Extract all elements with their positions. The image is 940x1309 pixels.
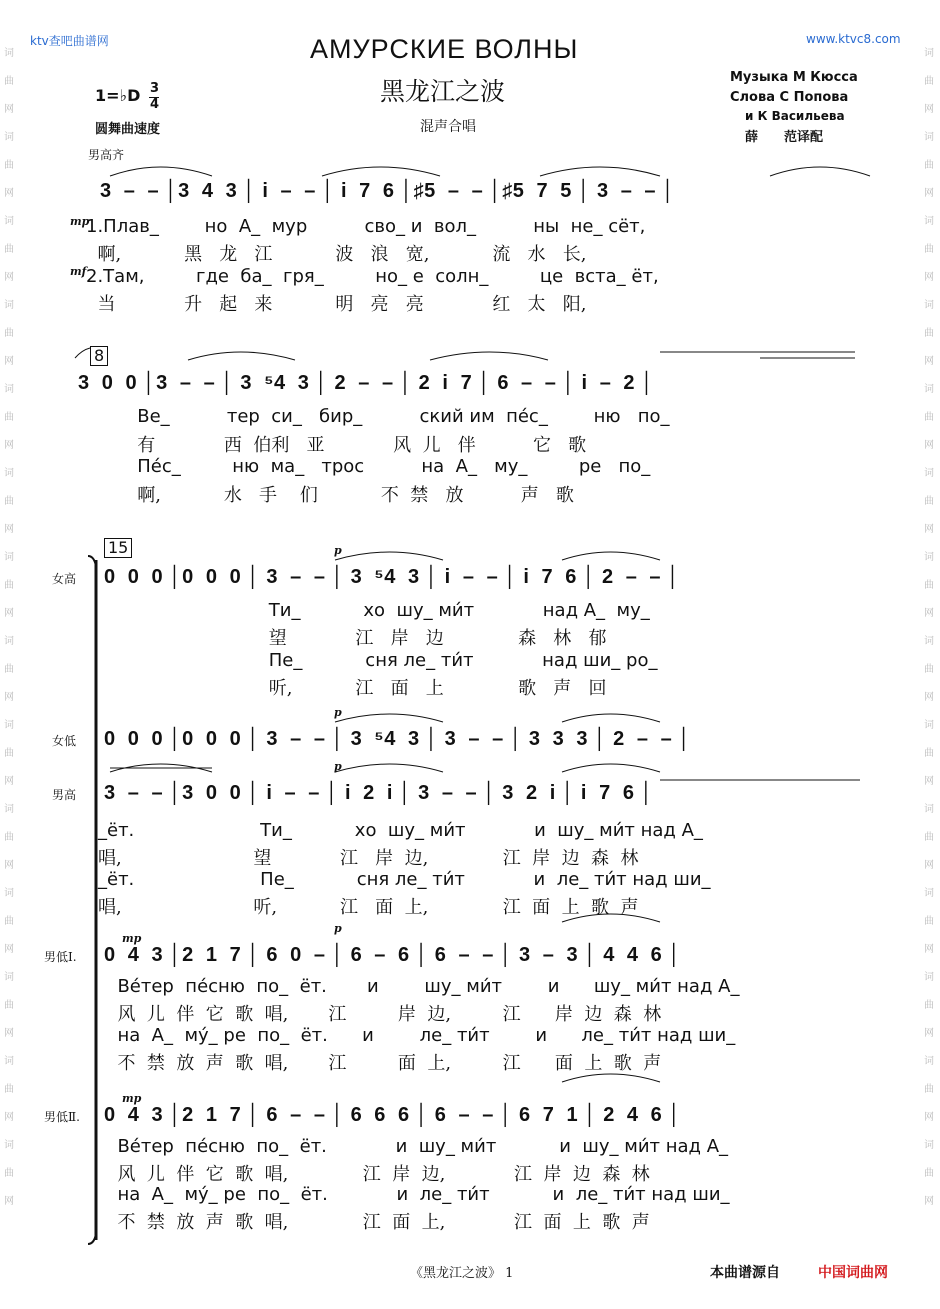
- lyrics-bass1-l2: 风 儿 伴 它 歌 唱, 江 岸 边, 江 岸 边 森 林: [106, 1004, 662, 1025]
- lyrics-soprano-l3: Пе_ сня ле_ ти́т над ши_ ро_: [120, 650, 658, 671]
- notes-soprano: 0 0 0 │0 0 0 │ 3 – – │ 3 ⁵4 3 │ i – – │ i 7 6 │ 2 – – │: [104, 566, 681, 588]
- source-label: 本曲谱源自: [710, 1265, 780, 1281]
- lyrics-s1-l4: 当 升 起 来 明 亮 亮 红 太 阳,: [86, 294, 587, 315]
- tempo-marking: 圆舞曲速度: [95, 122, 161, 137]
- dynamic-soprano: p: [334, 544, 342, 557]
- notes-system2: 3 0 0 │3 – – │ 3 ⁵4 3 │ 2 – – │ 2 i 7 │ 6 – – │ i – 2 │: [78, 372, 655, 394]
- lyrics-bass2-l1: Ве́тер пе́сню по_ ёт. и шу_ ми́т и шу_ ми́т над А_: [106, 1136, 729, 1157]
- lyrics-s1-l1: 1.Плав_ но А_ мур сво_ и вол_ ны не_ сёт,: [86, 216, 646, 237]
- lyrics-tenor-l4: 唱, 听, 江 面 上, 江 面 上 歌 声: [98, 897, 639, 918]
- part-label-soprano: 女高: [52, 572, 77, 586]
- watermark-left: ktv查吧曲谱网: [30, 34, 109, 48]
- lyrics-s1-l3: 2.Там, где ба_ гря_ но_ е солн_ це вста_ ёт,: [86, 266, 659, 287]
- dynamic-tenor: p: [334, 760, 342, 773]
- watermark-right: www.ktvc8.com: [806, 32, 901, 46]
- key-signature: 1=♭D: [95, 86, 141, 105]
- side-watermark-right: 词曲网词曲网词曲网词曲网词曲网词曲网词曲网词曲网词曲网词曲网词曲网词曲网词曲网词曲网: [924, 48, 934, 1207]
- lyrics-bass1-l3: на А_ му́_ ре по_ ёт. и ле_ ти́т и ле_ ти́т над ши_: [106, 1025, 736, 1046]
- lyrics-s2-l1: Ве_ тер си_ бир_ ский им пе́с_ ню по_: [80, 406, 670, 427]
- lyrics-soprano-l2: 望 江 岸 边 森 林 郁: [120, 628, 607, 649]
- subtitle: 混声合唱: [420, 119, 476, 135]
- title-russian: АМУРСКИЕ ВОЛНЫ: [310, 34, 579, 64]
- notes-alto: 0 0 0 │0 0 0 │ 3 – – │ 3 ⁵4 3 │ 3 – – │ 3 3 3 │ 2 – – │: [104, 728, 692, 750]
- credit-translator: 薛 范译配: [745, 130, 824, 145]
- credit-lyrics-2: и К Васильева: [745, 109, 845, 123]
- lyrics-tenor-l2: 唱, 望 江 岸 边, 江 岸 边 森 林: [98, 848, 639, 869]
- lyrics-tenor-l3: _ёт. Пе_ сня ле_ ти́т и ле_ ти́т над ши_: [98, 869, 711, 890]
- rehearsal-mark-15: 15: [104, 538, 132, 558]
- page-footer: 《黑龙江之波》 1: [410, 1266, 514, 1281]
- notes-system1: 3 – – │3 4 3 │ i – – │ i 7 6 │♯5 – – │♯5 7 5 │ 3 – – │: [100, 180, 676, 202]
- time-sig-top: 3: [150, 81, 160, 96]
- part-label-bass1: 男低Ⅰ.: [44, 950, 77, 964]
- title-chinese: 黑龙江之波: [380, 77, 506, 106]
- lyrics-s2-l3: Пе́с_ ню ма_ трос на А_ му_ ре по_: [80, 456, 651, 477]
- lyrics-bass2-l2: 风 儿 伴 它 歌 唱, 江 岸 边, 江 岸 边 森 林: [106, 1164, 650, 1185]
- side-watermark-left: 词曲网词曲网词曲网词曲网词曲网词曲网词曲网词曲网词曲网词曲网词曲网词曲网词曲网词曲网: [4, 48, 14, 1207]
- dynamic-bass2-mp: mp: [122, 1092, 142, 1105]
- lyrics-tenor-l1: _ёт. Ти_ хо шу_ ми́т и шу_ ми́т над А_: [98, 820, 703, 841]
- time-sig-bottom: 4: [150, 97, 160, 112]
- notes-tenor: 3 – – │3 0 0 │ i – – │ i 2 i │ 3 – – │ 3 2 i │ i 7 6 │: [104, 782, 654, 804]
- dynamic-bass1-p: p: [334, 922, 342, 935]
- part-label-alto: 女低: [52, 734, 77, 748]
- lyrics-bass2-l4: 不 禁 放 声 歌 唱, 江 面 上, 江 面 上 歌 声: [106, 1212, 650, 1233]
- lyrics-bass1-l4: 不 禁 放 声 歌 唱, 江 面 上, 江 面 上 歌 声: [106, 1053, 662, 1074]
- credit-music: Музыка М Кюсса: [730, 70, 858, 85]
- lyrics-s1-l2: 啊, 黑 龙 江 波 浪 宽, 流 水 长,: [86, 244, 587, 265]
- notes-bass1: 0 4 3 │2 1 7 │ 6 0 – │ 6 – 6 │ 6 – – │ 3 – 3 │ 4 4 6 │: [104, 944, 682, 966]
- dynamic-alto: p: [334, 706, 342, 719]
- part-label-bass2: 男低Ⅱ.: [44, 1110, 80, 1124]
- dynamic-mf-1: mf: [70, 265, 87, 278]
- part-label-tenor-unison: 男高齐: [88, 148, 125, 162]
- credit-lyrics: Слова С Попова: [730, 90, 849, 105]
- rehearsal-mark-8: 8: [90, 346, 108, 366]
- source-site: 中国词曲网: [818, 1265, 888, 1281]
- lyrics-bass2-l3: на А_ му́_ ре по_ ёт. и ле_ ти́т и ле_ ти́т над ши_: [106, 1184, 730, 1205]
- dynamic-bass1-mp: mp: [122, 932, 142, 945]
- lyrics-soprano-l4: 听, 江 面 上 歌 声 回: [120, 678, 607, 699]
- notes-bass2: 0 4 3 │2 1 7 │ 6 – – │ 6 6 6 │ 6 – – │ 6 7 1 │ 2 4 6 │: [104, 1104, 682, 1126]
- lyrics-soprano-l1: Ти_ хо шу_ ми́т над А_ му_: [120, 600, 650, 621]
- dynamic-mp-1: mp: [70, 215, 90, 228]
- part-label-tenor: 男高: [52, 788, 77, 802]
- lyrics-s2-l4: 啊, 水 手 们 不 禁 放 声 歌: [80, 485, 574, 506]
- lyrics-s2-l2: 有 西 伯利 亚 风 儿 伴 它 歌: [80, 435, 587, 456]
- lyrics-bass1-l1: Ве́тер пе́сню по_ ёт. и шу_ ми́т и шу_ ми́т над А_: [106, 976, 740, 997]
